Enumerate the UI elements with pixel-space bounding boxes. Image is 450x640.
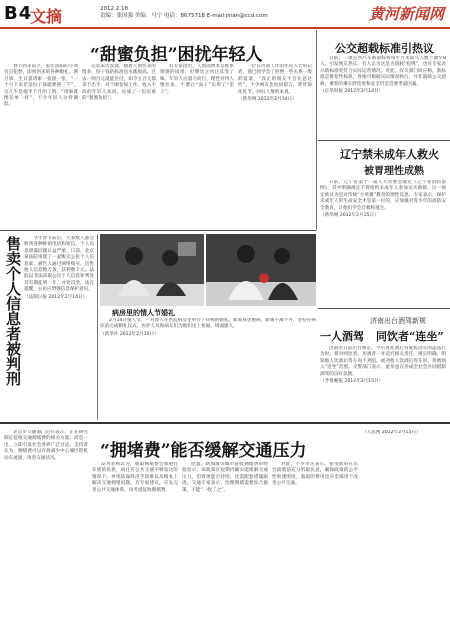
feature-body: 今年春节前后，大多数人都会收到各种推销电话和短信，个人信息泄露问题日益严重。日前，北京某法院审理了一起贩卖公民个人信息案，被告人通过网络购买、出售他人信息数万条，获利数千元。法院以非法获取公民个人信息罪判处其有期徒刑一年，并处罚金。法官提醒，公民应增强信息保护意识。 （法制日报 2012年2月14日） bbox=[24, 236, 94, 300]
photo-credit: （新华社 2012年2月15日） bbox=[100, 331, 159, 337]
bottom-col-5 bbox=[362, 430, 446, 636]
bottom-title: “拥堵费”能否缓解交通压力 bbox=[100, 441, 307, 461]
photo-caption-title: 病房里的情人节婚礼 bbox=[112, 309, 175, 317]
photo-caption-body: 2月14日情人节，一对新人在医院病房里举行了特殊的婚礼。新郎身患重病，新娘不离不弃，坚持在病床前完成婚礼仪式。医护人员和病友们为他们送上祝福，场面感人。 （新华社 2012年2月15日） bbox=[100, 318, 316, 337]
main-top-credit: （新华网 2012年2月14日） bbox=[238, 97, 297, 103]
issue-meta bbox=[100, 6, 268, 20]
main-top-col-1: 春节到来前夕，家住洛阳的小刘有点犯愁，即将到来的各种婚礼、满月酒、生日宴请柬一张接一张，“一个月下来光是份子钱就要两三千”，这几乎是他半个月的工资。“请柬就像罚单一样”，不少年轻人这样调侃。 bbox=[4, 64, 78, 108]
bottom-col-4: 对此，不少市民表示，希望政府在出台政策前充分听取民意，确保政策的公平性和透明度，收取的费用也应全部用于改善公共交通。 bbox=[272, 462, 358, 487]
main-top-title: “甜蜜负担”困扰年轻人 bbox=[90, 45, 263, 65]
divider bbox=[0, 422, 450, 424]
sidebar-3-tag: 济南出台酒驾新规 bbox=[370, 317, 426, 325]
photo-left bbox=[100, 234, 204, 306]
divider bbox=[316, 30, 317, 230]
bottom-credit: （人民网 2012年2月15日） bbox=[362, 430, 421, 435]
feature-vertical-title: 售卖个人信息者被判刑 bbox=[4, 236, 22, 386]
photo-right bbox=[206, 234, 316, 306]
divider bbox=[0, 230, 316, 231]
bottom-col-3: 伦敦、新加坡等城市征收拥堵费的经验显示，该政策在短期内确实能缓解交通压力，但效果能否持续，还需配套措施跟进。交通专家表示，治理拥堵需要综合施策，不能“一收了之”。 bbox=[182, 462, 268, 493]
masthead: 黄河新闻网 bbox=[368, 5, 444, 23]
feature-credit: （法制日报 2012年2月14日） bbox=[24, 294, 88, 300]
bottom-col-2: 反对者则认为，收取拥堵费会加重有车族的负担，而且在公共交通不够发达的情况下，单纯依靠经济手段难以从根本上解决交通拥堵问题。有专家建议，应先完善公共交通体系，再考虑征收拥堵费。 bbox=[92, 462, 178, 493]
divider bbox=[318, 308, 450, 309]
issue-date: 2012.2.18 bbox=[100, 6, 128, 12]
sidebar-1-credit: （京华时报 2012年2月14日） bbox=[320, 89, 384, 95]
sidebar-2-body: 日前，辽宁省第十一届人大常委会通过《辽宁省消防条例》，其中明确规定不得组织未成年人参加灭火救援。这一规定被认为是对传统“小英雄”教育的理性反思。专家表示，保护未成年人的生命安全才是第一位的，应加强对青少年的消防安全教育，让他们学会自救和逃生。 （新华网 2012年2月15日） bbox=[320, 180, 446, 219]
divider bbox=[318, 140, 450, 141]
main-top-col-4: 一位在济南工作的年轻人告诉记者，他已经学会了拒绝一些关系一般的宴请，“真正的朋友不会在意这些”。不少网友也纷纷留言，呼吁简化礼节，回归人情的本真。 （新华网 2012年2月14日） bbox=[238, 64, 312, 103]
sidebar-3-body: 济南市日前出台规定，今后查处酒后驾驶机动车的违法行为时，将对同饮者、劝酒者一并追究相关责任。规定明确，明知他人饮酒后驾车而不劝阻，或劝他人饮酒后驾车的，将被纳入“连坐”范围。交警部门表示，此举意在形成全社会共同抵制酒驾的良好氛围。 （齐鲁晚报 2012年2月15日） bbox=[320, 346, 446, 385]
sidebar-3-title-left: 一人酒驾 bbox=[320, 330, 364, 343]
page-header bbox=[0, 0, 450, 29]
bottom-col-1: 北京市交通部门近日表示，正在研究制定征收交通拥堵费的相关方案。消息一出，立即引发社会各界广泛讨论。支持者认为，拥堵费可以有效减少中心城区的机动车流量，改善交通状况。 bbox=[4, 430, 88, 461]
section-code: B4 bbox=[4, 3, 33, 24]
main-top-col-2: 记者采访发现，随着人情往来的增多，份子钱的标准也水涨船高。过去一两百元就能应付，如今五百元都拿不出手。对于刚参加工作、收入不高的年轻人来说，这成了一份沉重的“甜蜜负担”。 bbox=[82, 64, 156, 102]
main-top-col-3: 有专家指出，人情消费本是维系情感的纽带，但攀比之风让其变了味。年轻人应量力而行，理性对待人情往来，不要让“面子”压垮了“里子”。 bbox=[160, 64, 234, 95]
sidebar-3-credit: （齐鲁晚报 2012年2月15日） bbox=[320, 379, 384, 385]
editor-line: 责编：张国强 美编：马宁 电话：8675718 E-mail:jinan@ccd.com bbox=[100, 13, 268, 19]
sidebar-1-title: 公交超载标准引热议 bbox=[335, 42, 434, 55]
divider bbox=[97, 234, 98, 420]
section-name: 文摘 bbox=[30, 7, 63, 26]
sidebar-3-title-right: 同饮者“连坐” bbox=[376, 330, 444, 343]
sidebar-2-credit: （新华网 2012年2月15日） bbox=[320, 213, 379, 219]
sidebar-2-title: 辽宁禁未成年人救火 bbox=[340, 148, 439, 161]
sidebar-1-body: 日前，一项公共汽车新国标将每平方米站立人数上调至8人，引发网友热议。有人认为这是为超载“松绑”，也有专家表示新标准更符合实际运营情况。对此，有关部门回应称，新标准是推荐性标准，各地可根据实际情况执行，并非鼓励公交超载，乘客的乘车舒适度和安全仍是首要考虑因素。 （京华时报 2012年2月14日） bbox=[320, 56, 446, 95]
sidebar-2-subtitle: 被胃理性成熟 bbox=[364, 166, 424, 177]
